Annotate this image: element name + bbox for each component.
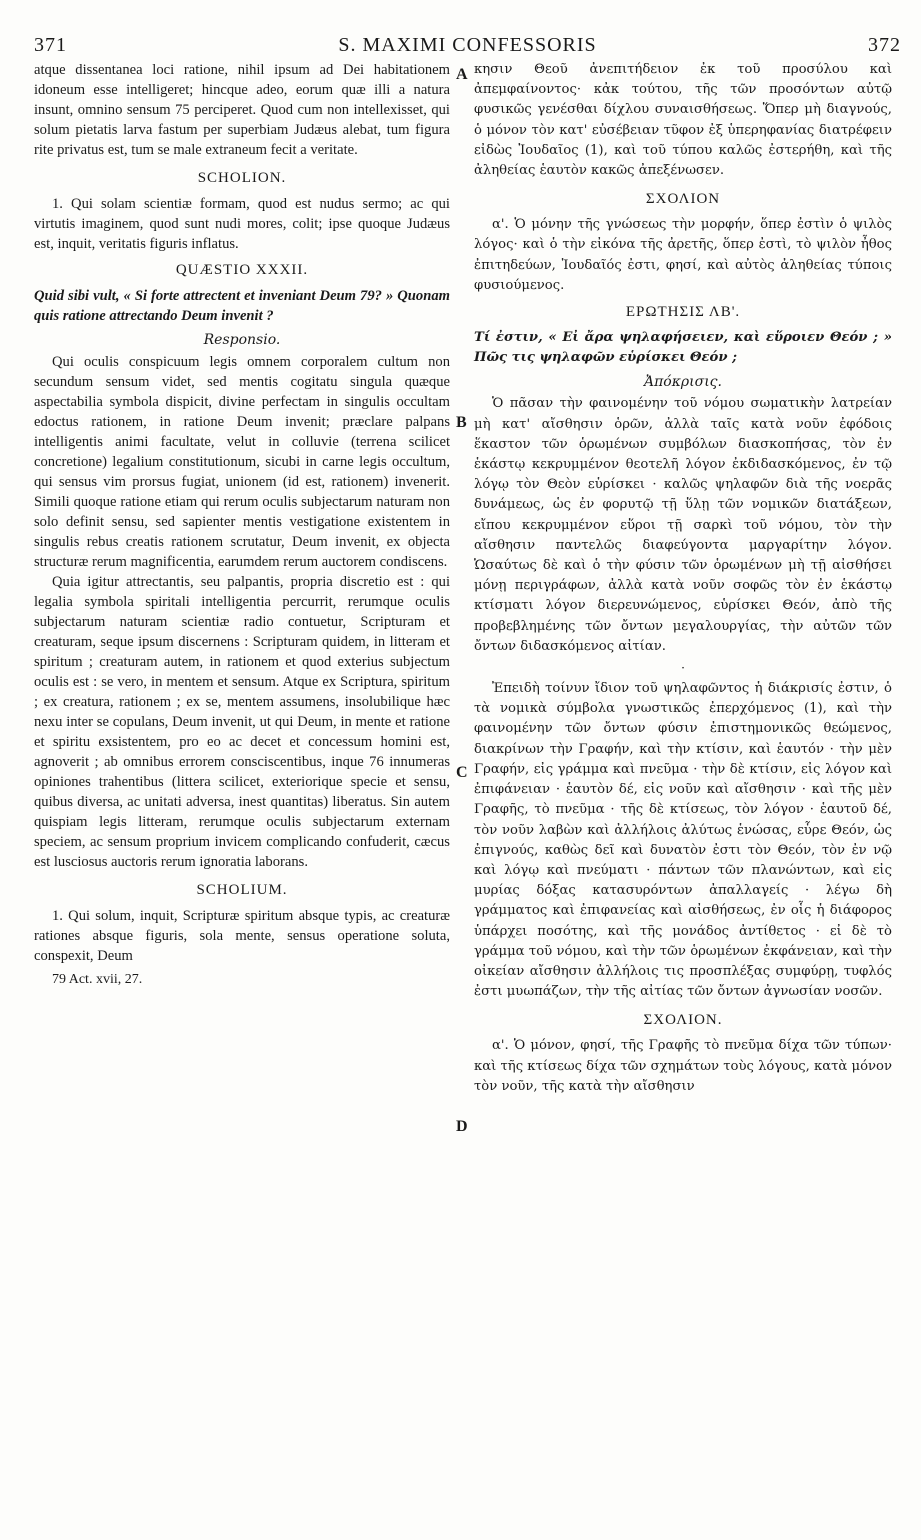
greek-erotesis-text: Τί ἐστιν, « Εἰ ἄρα ψηλαφήσειεν, καὶ εὕροιεν Θεόν ; » Πῶς τις ψηλαφῶν εὑρίσκει Θεόν ; xyxy=(474,330,892,366)
greek-apokrisis-heading: Ἀπόκρισις. xyxy=(644,374,722,391)
greek-scholion2-heading: ΣΧΟΛΙΟΝ. xyxy=(643,1012,723,1029)
latin-scholion-text: 1. Qui solam scientiæ formam, quod est nudus sermo; ac qui virtutis imaginem, quod sunt nudi mores, colit; ipse quoque Judæus est, inquit, veritatis figuris inflatus. xyxy=(34,196,450,252)
greek-opening-paragraph: κησιν Θεοῦ ἀνεπιτήδειον ἐκ τοῦ προσύλου καὶ ἀπεμφαίνοντος· κἀκ τούτου, τῆς τῶν προσόντων αὐτῷ φυσικῶς γενέσθαι δίχλου συναισθήσεως. Ὅπερ μὴ διαγνούς, ὁ μόνον τὸν κατ' εὐσέβειαν τῦφον ἐξ ὑπερηφανίας διατρέφειν εἰδὼς Ἰουδαῖος (1), καὶ τοῦ τύπου καλῶς ἐστερήθη, καὶ τῆς ἀληθείας ἑαυτὸν κακῶς ἀπεξένωσεν. xyxy=(474,62,892,179)
latin-responsio-heading: Responsio. xyxy=(203,332,281,348)
footnote: 79 Act. xvii, 27. xyxy=(52,972,143,987)
running-title: S. MAXIMI CONFESSORIS xyxy=(338,34,597,56)
greek-response-paragraph-2: Ἐπειδὴ τοίνυν ἴδιον τοῦ ψηλαφῶντος ἡ διάκρισίς ἐστιν, ὁ τὰ νομικὰ σύμβολα γνωστικῶς ἐπερχόμενος (1), καὶ τὴν φαινομένην τῶν ὄντων φύσιν ἐπιστημονικῶς θεώμενος, διακρίνων τὴν Γραφήν, καὶ τὴν κτίσιν, καὶ ἑαυτόν · τὴν μὲν Γραφήν, εἰς γράμμα καὶ πνεῦμα · τὴν δὲ κτίσιν, εἰς λόγον καὶ ἐπιφάνειαν · ἑαυτὸν δέ, εἰς νοῦν καὶ αἴσθησιν · καὶ τῆς μὲν Γραφῆς, τὸ πνεῦμα · τῆς δὲ κτίσεως, τὸν λόγον · ἑαυτοῦ δέ, τὸν νοῦν λαβὼν καὶ ἀλλήλοις ἀλύτως ἑνώσας, εὗρε Θεόν, ὡς ἐπιγνούς, καθὼς δεῖ καὶ δυνατὸν ἐστι τὸν Θεόν, τὸν ἐν νῷ καὶ λόγῳ καὶ πνεύματι · πάντων τῶν πλανώντων, καὶ εἰς μυρίας δόξας κατασυρόντων ἀπαλλαγείς · λέγω δὴ γράμματος καὶ ἐπιφανείας καὶ αἰσθήσεως, ἐν οἷς ἡ διάφορος ὑπάρχει ποσότης, καὶ τῆς μονάδος ἀντίθετος · εἰ δὲ τὸ γράμμα τοῦ νόμου, καὶ τὴν τῶν ὁρωμένων ἐκφάνειαν, καὶ τὴν οἰκείαν αἴσθησιν ἀλλήλοις τις προσπλέξας συμφύρῃ, τυφλός ἐστι μυωπάζων, τὴν τῆς αἰτίας τῶν ὄντων ἀγνωσίαν νοσῶν. xyxy=(474,681,892,1000)
latin-opening-paragraph: atque dissentanea loci ratione, nihil ipsum ad Dei habitationem idoneum esse intelligeret; hincque adeo, eorum quæ illi a natura insunt, omnino sensum 75 perciperet. Quod cum non intellexisset, qui solum pietatis larva fastum per superbiam Judæus alebat, tum figura rite privatus est, tum se male extraneum fecit a veritate. xyxy=(34,62,450,158)
latin-column xyxy=(34,60,450,988)
latin-quaestio-text: Quid sibi vult, « Si forte attrectent et inveniant Deum 79? » Quonam quis ratione attrectando Deum invenit ? xyxy=(34,288,450,324)
greek-erotesis-heading: ΕΡΩΤΗΣΙΣ ΛΒ'. xyxy=(625,304,741,321)
greek-scholion-text: α'. Ὁ μόνην τῆς γνώσεως τὴν μορφήν, ὅπερ ἐστὶν ὁ ψιλὸς λόγος· καὶ ὁ τὴν εἰκόνα τῆς ἀρετῆς, ὅπερ ἐστὶ, τὸ ψιλὸν ἦθος ἐπιτηδεύων, Ἰουδαῖός ἐστι, φησί, καὶ αὐτὸς ἀληθείας τύποις φυσιούμενος. xyxy=(474,217,892,293)
latin-response-paragraph-1: Qui oculis conspicuum legis omnem corporalem cultum non secundum sensum videt, sed mentis cogitatu singula quæque aspectabilia symbola dispicit, divine perfectam in singulis occultam edoctus rationem, in ratione Deum invenit; præclare palpans intelligentis animi facultate, velut in colluvie (terrena scilicet concretione) legalium constitutionum, sicubi in carne legis occultum, qui sensus vim prorsus fugiat, unionem (id est, rationem) invenerit. Simili quoque ratione etiam qui rerum oculis subjectarum naturam non solo definit sensu, sed sapienter mentis vestigatione existentem in singulis rebus creatis rationem scrutatur, Deum invenit, ex objecta structuræ rerum magnificentia, earumdem rerum auctorem condiscens. xyxy=(34,354,450,570)
latin-response-paragraph-2: Quia igitur attrectantis, seu palpantis, propria discretio est : qui legalia symbola spiritali intelligentia percurrit, rerumque oculis subjectarum naturam scientiæ radio contuetur, Scripturam et creaturam, seque ipsum discernens : Scripturam quidem, in litteram et spiritum ; creaturam autem, in rationem et quod exterius subjectum oculis est : se vero, in mentem et sensum. Atque ex Scriptura, spiritum ; ex creatura, rationem ; ex se, mentem assumens, insolubilique hæc nexu inter se copulans, Deum invenit, ut qui Deum, in mente et ratione et spiritu exsistentem, pro eo ac decet et concessum homini est, agnoverit ; ab omnibus errorem consciscentibus, inque 76 innumeras opiniones trahentibus (littera scilicet, exteriorique specie et sensu, quibus diversa, ac unitati adversa, inest quantitas) liberatus. Sin autem quispiam legis litteram, rerumque oculis subjectarum externam speciem, ac sensum proprium invicem complicando confuderit, cæcus est lusciosus auctoris rerum ignoratia laborans. xyxy=(34,574,450,870)
separator-dot: · xyxy=(681,661,685,676)
page-number-right: 372 xyxy=(868,34,901,56)
greek-scholion-heading: ΣΧΟΛΙΟΝ xyxy=(645,191,721,208)
latin-scholium-text: 1. Qui solum, inquit, Scripturæ spiritum absque typis, ac creaturæ rationes absque figuris, sola mente, sensus operatione soluta, conspexit, Deum xyxy=(34,908,450,964)
page-number-left: 371 xyxy=(34,34,67,56)
latin-quaestio-heading: QUÆSTIO XXXII. xyxy=(175,262,309,278)
margin-letter-c: C xyxy=(456,764,468,781)
greek-scholion2-text: α'. Ὁ μόνον, φησί, τῆς Γραφῆς τὸ πνεῦμα δίχα τῶν τύπων· καὶ τῆς κτίσεως δίχα τῶν σχημάτων τοὺς λόγους, κατὰ μόνον τὸν νοῦν, τῆς κατὰ τὴν αἴσθησιν xyxy=(474,1038,893,1094)
margin-letter-d: D xyxy=(456,1118,468,1135)
greek-column xyxy=(474,60,892,1097)
latin-scholion-heading: SCHOLION. xyxy=(197,170,287,186)
margin-letter-a: A xyxy=(456,66,468,83)
latin-scholium-heading: SCHOLIUM. xyxy=(196,882,288,898)
greek-response-paragraph-1: Ὁ πᾶσαν τὴν φαινομένην τοῦ νόμου σωματικὴν λατρείαν μὴ κατ' αἴσθησιν ὁρῶν, ἀλλὰ ταῖς κατὰ νοῦν ἐφόδοις ἕκαστον τῶν ὁρωμένων συμβόλων διασκοπήσας, τὸν ἐν ἑκάστῳ κεκρυμμένον θεοτελῆ λόγον ἐκδιδασκόμενος, ἐν τῷ λόγῳ τὸν Θεὸν εὑρίσκει · καλῶς ψηλαφῶν διὰ τῆς νοερᾶς δυνάμεως, ὡς ἐν φορυτῷ τῇ ὕλῃ τῶν νομικῶν διατάξεων, εἴπου κεκρυμμένον εὕροι τῇ σαρκὶ τοῦ νόμου, τὸν τὴν αἴσθησιν παντελῶς διαφεύγοντα μαργαρίτην λόγον. Ὡσαύτως δὲ καὶ ὁ τὴν φύσιν τῶν ὁρωμένων μὴ τῇ αἰσθήσει μόνῃ περιγράφων, ἀλλὰ κατὰ νοῦν σοφῶς τὸν ἐν ἑκάστῳ κτίσματι λόγον διερευνώμενος, εὑρίσκει Θεόν, ἀπὸ τῆς προβεβλημένης τῶν ὄντων μεγαλουργίας, τὴν αὐτῶν τῶν ὄντων διδασκόμενος αἰτίαν. xyxy=(474,396,892,654)
margin-letter-b: B xyxy=(456,414,467,431)
page-header xyxy=(34,34,901,58)
